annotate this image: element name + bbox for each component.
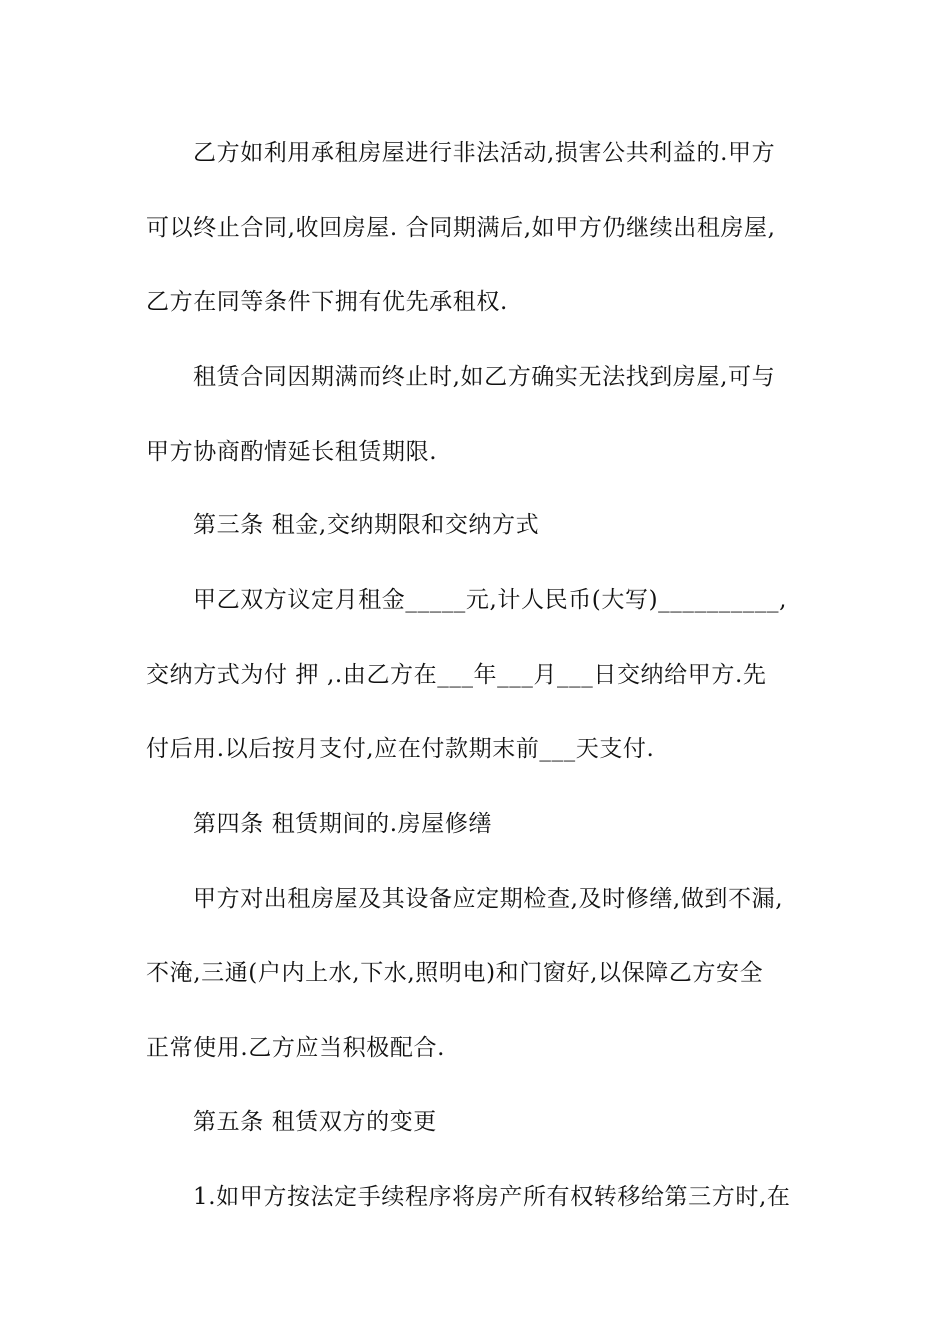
paragraph-line: 交纳方式为付 押 ,.由乙方在___年___月___日交纳给甲方.先 xyxy=(146,662,767,688)
paragraph-line: 付后用.以后按月支付,应在付款期末前___天支付. xyxy=(146,736,655,762)
section-heading: 第四条 租赁期间的.房屋修缮 xyxy=(193,811,493,837)
paragraph-line: 甲乙双方议定月租金_____元,计人民币(大写)__________, xyxy=(193,587,788,613)
paragraph-line: 1.如甲方按法定手续程序将房产所有权转移给第三方时,在 xyxy=(193,1184,791,1210)
section-heading: 第三条 租金,交纳期限和交纳方式 xyxy=(193,512,540,538)
paragraph-line: 可以终止合同,收回房屋. 合同期满后,如甲方仍继续出租房屋, xyxy=(146,215,776,241)
paragraph-line: 乙方在同等条件下拥有优先承租权. xyxy=(146,289,508,315)
section-heading: 第五条 租赁双方的变更 xyxy=(193,1109,437,1135)
paragraph-line: 甲方协商酌情延长租赁期限. xyxy=(146,439,438,465)
paragraph-line: 甲方对出租房屋及其设备应定期检查,及时修缮,做到不漏, xyxy=(193,886,784,912)
paragraph-line: 租赁合同因期满而终止时,如乙方确实无法找到房屋,可与 xyxy=(193,364,776,390)
paragraph-line: 乙方如利用承租房屋进行非法活动,损害公共利益的.甲方 xyxy=(193,140,776,166)
paragraph-line: 不淹,三通(户内上水,下水,照明电)和门窗好,以保障乙方安全 xyxy=(146,960,764,986)
paragraph-line: 正常使用.乙方应当积极配合. xyxy=(146,1035,446,1061)
